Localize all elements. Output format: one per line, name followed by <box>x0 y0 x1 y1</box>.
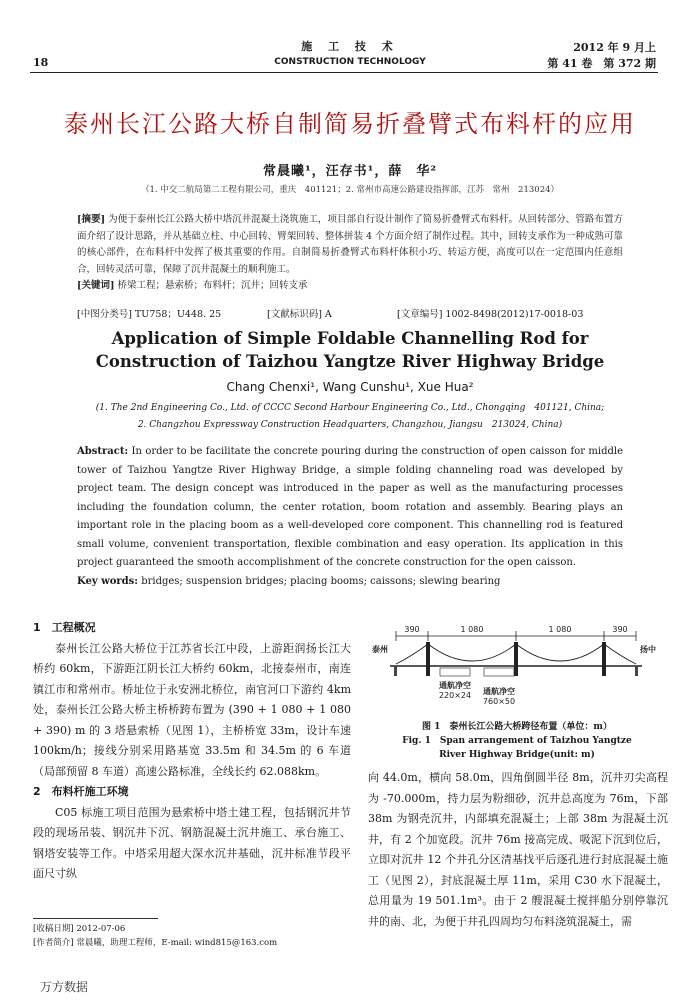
tower-1 <box>426 642 430 676</box>
span-label-4: 390 <box>612 625 628 634</box>
header-rule <box>30 72 658 73</box>
tower-2 <box>514 642 518 676</box>
journal-header <box>250 38 450 67</box>
span-label-2: 1 080 <box>460 625 484 634</box>
affiliation-en-1: (1. The 2nd Engineering Co., Ltd. of CCCC Second Harbour Engineering Co., Ltd., Chongqing 401121, China; <box>95 403 605 413</box>
figure-1-caption-en-2: River Highway Bridge(unit: m) <box>439 750 595 760</box>
author-bio: [作者简介] 常晨曦，助理工程师，E-mail: wind815@163.com <box>33 938 278 948</box>
section-2-heading: 2 布料杆施工环境 <box>33 785 129 798</box>
journal-name-cn: 施 工 技 术 <box>301 40 399 53</box>
nav-clearance-1-dims: 220×24 <box>438 691 472 700</box>
nav-clearance-1 <box>440 668 470 676</box>
span-label-3: 1 080 <box>548 625 572 634</box>
authors-en: Chang Chenxi¹, Wang Cunshu¹, Xue Hua² <box>226 380 474 394</box>
title-cn: 泰州长江公路大桥自制简易折叠臂式布料杆的应用 <box>64 110 636 138</box>
keywords-cn-text: 桥梁工程；悬索桥；布料杆；沉井；回转支承 <box>117 280 308 291</box>
journal-name-en: CONSTRUCTION TECHNOLOGY <box>274 57 426 67</box>
received-date: [收稿日期] 2012-07-06 <box>33 924 126 934</box>
section-1-text: 泰州长江公路大桥位于江苏省长江中段，上游距润扬长江大桥约 60km，下游距江阴长江大桥约 60km，北接泰州市，南连镇江市和常州市。桥址位于永安洲北桥位，南官河口下游约 4km 处，泰州长江公路大桥主桥桥跨布置为 (390 + 1 080 + 1 080 + 390) m 的 3 塔悬索桥（见图 1），主桥桥宽 33m，设计车速 100km/h；接线分别采用路基宽 33.5m 和 34.5m 的 6 车道（局部预留 8 车道）高速公路标准，全线长约 62.088km。 <box>33 641 351 778</box>
clc-number: [中图分类号] TU758；U448. 25 <box>77 309 222 320</box>
footnote-rule <box>33 918 158 919</box>
issue-date: 2012 年 9 月上 <box>573 41 656 54</box>
abstract-en-text: In order to be facilitate the concrete pouring during the construction of open caisson for middle tower of Taizhou Yangtze River Highway Bridge, a simple folding channeling road was developed by project team. The design concept was introduced in the paper as well as the manufacturing processes including the foundation column, the center rotation, boom rotation and assembly. Bearing plays an important role in the placing boom as a well-developed core component. This channelling rod is featured small volume, convenient transportation, flexible combination and easy operation. Its application in this project guaranteed the smooth accomplishment of the concrete construction for the open caisson. <box>77 446 623 568</box>
issue-info <box>496 40 656 72</box>
watermark: 万方数据 <box>40 980 89 994</box>
body-left-column <box>33 618 351 885</box>
figure-1-caption-cn: 图 1 泰州长江公路大桥跨径布置（单位：m） <box>422 722 612 732</box>
figure-1-caption <box>368 720 666 762</box>
keywords-cn-label: [关键词] <box>77 280 115 291</box>
span-label-1: 390 <box>404 625 420 634</box>
affiliation-en-2: 2. Changzhou Expressway Construction Headquarters, Changzhou, Jiangsu 213024, China) <box>137 420 563 430</box>
authors-cn: 常晨曦¹，汪存书¹，薛 华² <box>262 164 438 179</box>
section-1-heading: 1 工程概况 <box>33 621 96 634</box>
section-2-text: C05 标施工项目范围为悬索桥中塔土建工程，包括钢沉井节段的现场吊装、钢沉井下沉、钢筋混凝土沉井施工、承台施工、钢塔安装等工作。中塔采用超大深水沉井基础，沉井标准节段平面尺寸纵 <box>33 805 351 880</box>
page-number: 18 <box>33 56 49 69</box>
footnote <box>33 922 277 950</box>
figure-1-diagram <box>368 622 666 722</box>
tower-3 <box>602 642 606 676</box>
left-end-label: 泰州 <box>372 645 388 654</box>
keywords-en-text: bridges; suspension bridges; placing booms; caissons; slewing bearing <box>141 575 501 587</box>
affiliation-en <box>60 400 640 434</box>
abstract-cn-label: [摘要] <box>77 214 106 225</box>
affiliation-cn: （1. 中交二航局第二工程有限公司，重庆 401121；2. 常州市高速公路建设指挥部，江苏 常州 213024） <box>140 185 560 195</box>
document-code: [文献标识码] A <box>267 309 332 320</box>
nav-clearance-2 <box>484 668 514 676</box>
article-number: [文章编号] 1002-8498(2012)17-0018-03 <box>397 309 584 320</box>
title-en: Application of Simple Foldable Channelling Rod for Construction of Taizhou Yangtze River Highway Bridge <box>95 329 605 371</box>
body-right-column: 向 44.0m，横向 58.0m，四角倒圆半径 8m，沉井刃尖高程为 -70.000m，持力层为粉细砂，沉井总高度为 76m，下部 38m 为钢壳沉井，内部填充混凝土；上部 38m 为混凝土沉井，有 2 个加宽段。沉井 76m 接高完成、吸泥下沉到位后，立即对沉井 12 个井孔分区清基找平后逐孔进行封底混凝土施工（见图 2），封底混凝土厚 11m，采用 C30 水下混凝土，总用量为 19 501.1m³。由于 2 艘混凝土搅拌船分别停靠沉井的南、北，为便于井孔四周均匀布料浇筑混凝土，需 <box>368 771 668 928</box>
classification-row <box>77 306 623 320</box>
nav-clearance-2-label: 通航净空 <box>483 687 515 696</box>
abstract-cn <box>77 212 623 295</box>
right-end-label: 扬中 <box>640 645 656 654</box>
figure-1-caption-en-1: Fig. 1 Span arrangement of Taizhou Yangtze <box>402 736 632 746</box>
abstract-cn-text: 为便于泰州长江公路大桥中塔沉井混凝土浇筑施工，项目部自行设计制作了简易折叠臂式布料杆。从回转部分、管路布置方面介绍了设计思路，并从基础立柱、中心回转、臂架回转、整体拼装 4 个方面介绍了制作过程。其中，回转支承作为一种成熟可靠的核心部件，在布料杆中发挥了极其重要的作用。自制简易折叠臂式布料杆体积小巧、转运方便，高度可以在一定范围内任意组合，回转灵活可靠，保障了沉井混凝土的顺利施工。 <box>77 214 623 275</box>
nav-clearance-1-label: 通航净空 <box>439 681 471 690</box>
keywords-en-label: Key words: <box>77 575 138 587</box>
abstract-en <box>77 443 623 591</box>
issue-volume: 第 41 卷 第 372 期 <box>547 57 656 70</box>
abstract-en-label: Abstract: <box>77 446 129 457</box>
nav-clearance-2-dims: 760×50 <box>482 697 516 706</box>
